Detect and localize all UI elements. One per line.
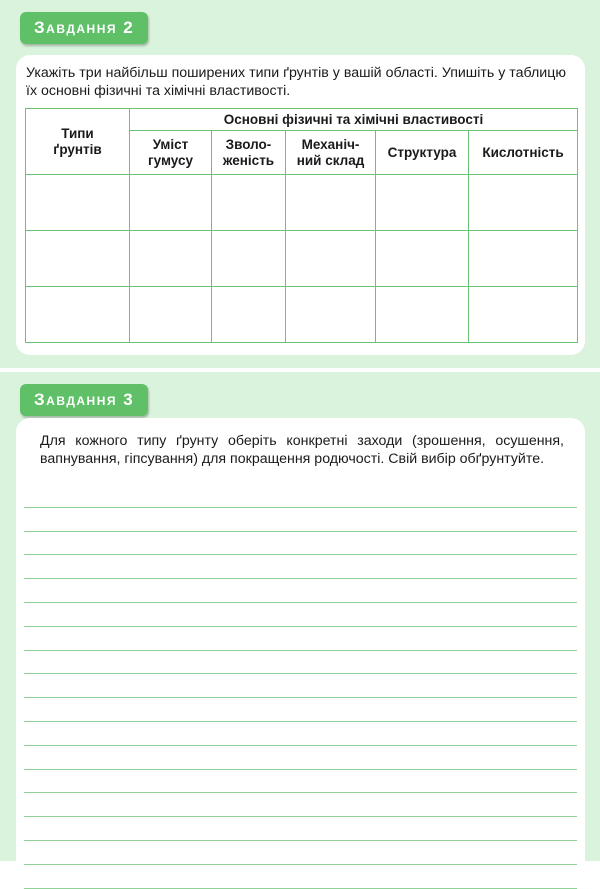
table-cell[interactable] xyxy=(26,231,130,287)
answer-line[interactable] xyxy=(24,651,577,675)
table-row xyxy=(26,231,578,287)
answer-line[interactable] xyxy=(24,770,577,794)
table-cell[interactable] xyxy=(376,231,469,287)
answer-lines[interactable] xyxy=(24,484,577,889)
table-row xyxy=(26,175,578,231)
column-header: Кислотність xyxy=(469,131,578,175)
task-3-card xyxy=(16,418,585,861)
soil-types-header: Типи ґрунтів xyxy=(26,109,130,175)
answer-line[interactable] xyxy=(24,698,577,722)
task-3-badge: Завдання 3 xyxy=(20,384,148,416)
table-cell[interactable] xyxy=(376,175,469,231)
answer-line[interactable] xyxy=(24,793,577,817)
table-cell[interactable] xyxy=(26,287,130,343)
task-2-card xyxy=(16,55,585,355)
table-cell[interactable] xyxy=(286,175,376,231)
table-cell[interactable] xyxy=(376,287,469,343)
answer-line[interactable] xyxy=(24,674,577,698)
table-cell[interactable] xyxy=(469,175,578,231)
table-cell[interactable] xyxy=(469,287,578,343)
table-cell[interactable] xyxy=(286,231,376,287)
answer-line[interactable] xyxy=(24,817,577,841)
answer-line[interactable] xyxy=(24,555,577,579)
column-header: Зволо-женість xyxy=(212,131,286,175)
table-cell[interactable] xyxy=(469,231,578,287)
answer-line[interactable] xyxy=(24,532,577,556)
table-cell[interactable] xyxy=(212,287,286,343)
task-2-badge: Завдання 2 xyxy=(20,12,148,44)
table-cell[interactable] xyxy=(130,287,212,343)
table-cell[interactable] xyxy=(130,231,212,287)
task-3-instruction: Для кожного типу ґрунту оберіть конкретні заходи (зрошення, осушення, вапнування, гіпсування) для покращення родючості. Свій вибір обґрунтуйте. xyxy=(40,433,564,467)
table-cell[interactable] xyxy=(286,287,376,343)
table-cell[interactable] xyxy=(130,175,212,231)
column-header: Структура xyxy=(376,131,469,175)
column-header: Механіч-ний склад xyxy=(286,131,376,175)
column-header: Уміст гумусу xyxy=(130,131,212,175)
answer-line[interactable] xyxy=(24,841,577,865)
answer-line[interactable] xyxy=(24,722,577,746)
answer-line[interactable] xyxy=(24,627,577,651)
properties-group-header: Основні фізичні та хімічні властивості xyxy=(130,109,578,131)
answer-line[interactable] xyxy=(24,579,577,603)
answer-line[interactable] xyxy=(24,603,577,627)
answer-line[interactable] xyxy=(24,746,577,770)
answer-line[interactable] xyxy=(24,508,577,532)
answer-line[interactable] xyxy=(24,484,577,508)
table-cell[interactable] xyxy=(26,175,130,231)
task-2-instruction: Укажіть три найбільш поширених типи ґрунтів у вашій області. Упишіть у таблицю їх основні фізичні та хімічні властивості. xyxy=(26,65,566,99)
table-cell[interactable] xyxy=(212,231,286,287)
table-row xyxy=(26,287,578,343)
table-cell[interactable] xyxy=(212,175,286,231)
answer-line[interactable] xyxy=(24,865,577,889)
soil-properties-table xyxy=(25,108,578,343)
